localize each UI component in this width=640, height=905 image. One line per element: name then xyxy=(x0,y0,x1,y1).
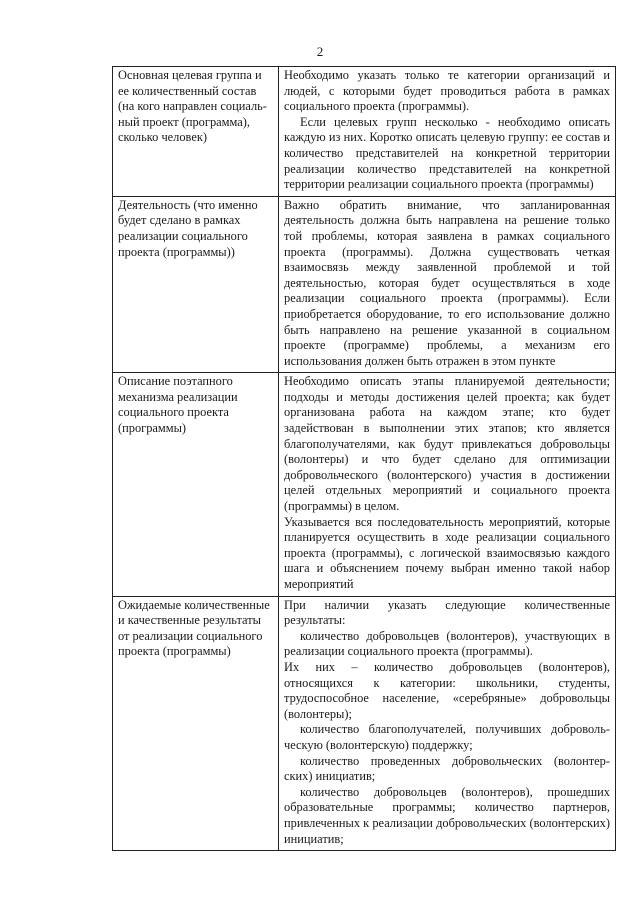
content-paragraph: Указывается вся последовательность мероприятий, которые планируется осуществить в ходе реализации социального проекта (программы), с логической взаимосвязью каждого шага и объяснением почему выбран именно такой набор мероприятий xyxy=(284,514,610,591)
row-content xyxy=(279,67,616,197)
content-paragraph: количество благополучателей, получивших доброволь-ческую (волонтерскую) поддержку; xyxy=(284,722,610,752)
table-row xyxy=(113,373,616,596)
requirements-table xyxy=(112,66,616,851)
row-label: Ожидаемые количественные и качественные результаты от реализации социального проекта (программы) xyxy=(113,596,279,851)
page-number: 2 xyxy=(316,44,324,59)
table-row xyxy=(113,67,616,197)
row-content xyxy=(279,373,616,596)
content-paragraph: Если целевых групп несколько - необходимо описать каждую из них. Коротко описать целевую группу: ее состав и количество представителей на конкретной территории реализации количество представителей на конкретной территории реализации социального проекта (программы) xyxy=(284,114,610,192)
row-content xyxy=(279,596,616,851)
content-paragraph: Важно обратить внимание, что запланированная деятельность должна быть направлена на решение только той проблемы, которая заявлена в рамках социального проекта (программы). Должна существовать четкая взаимосвязь между заявленной проблемой и той деятельностью, которая будет осуществляться в ходе реализации социального проекта (программы). Если приобретается оборудование, то его использование должно быть направлено на решение указанной в социальном проекте (программе) проблемы, а механизм его использования должен быть отражен в этом пункте xyxy=(284,197,610,368)
row-label: Основная целевая группа и ее количественный состав (на кого направлен социаль-ный проект (программа), сколько человек) xyxy=(113,67,279,197)
row-content xyxy=(279,196,616,373)
row-label: Описание поэтапного механизма реализации социального проекта (программы) xyxy=(113,373,279,596)
content-paragraph: количество добровольцев (волонтеров), прошедших образовательные программы; количество партнеров, привлеченных к реализации добровольческих (волонтерских) инициатив; xyxy=(284,784,610,846)
table-row xyxy=(113,596,616,851)
content-paragraph: количество проведенных добровольческих (волонтер-ских) инициатив; xyxy=(284,753,610,784)
content-paragraph: Необходимо описать этапы планируемой деятельности; подходы и методы достижения целей проекта; как будет организована работа на каждом этапе; кто будет задействован в выполнении этих этапов; кто является благополучателями, как будут привлекаться добровольцы (волонтеры) и что будет сделано для оптимизации добровольческого (волонтерского) участия в достижении целей отдельных мероприятий и социального проекта (программы) в целом. xyxy=(284,374,610,514)
table-row xyxy=(113,196,616,373)
content-paragraph: При наличии указать следующие количественные результаты: xyxy=(284,597,610,628)
content-paragraph: количество добровольцев (волонтеров), участвующих в реализации социального проекта (программы). xyxy=(284,628,610,659)
content-paragraph: Их них – количество добровольцев (волонтеров), относящихся к категории: школьники, студенты, трудоспособное население, «серебряные» добровольцы (волонтеры); xyxy=(284,659,610,721)
content-paragraph: Необходимо указать только те категории организаций и людей, с которыми будет проводиться работа в рамках социального проекта (программы). xyxy=(284,68,610,114)
row-label: Деятельность (что именно будет сделано в рамках реализации социального проекта (программы)) xyxy=(113,196,279,373)
